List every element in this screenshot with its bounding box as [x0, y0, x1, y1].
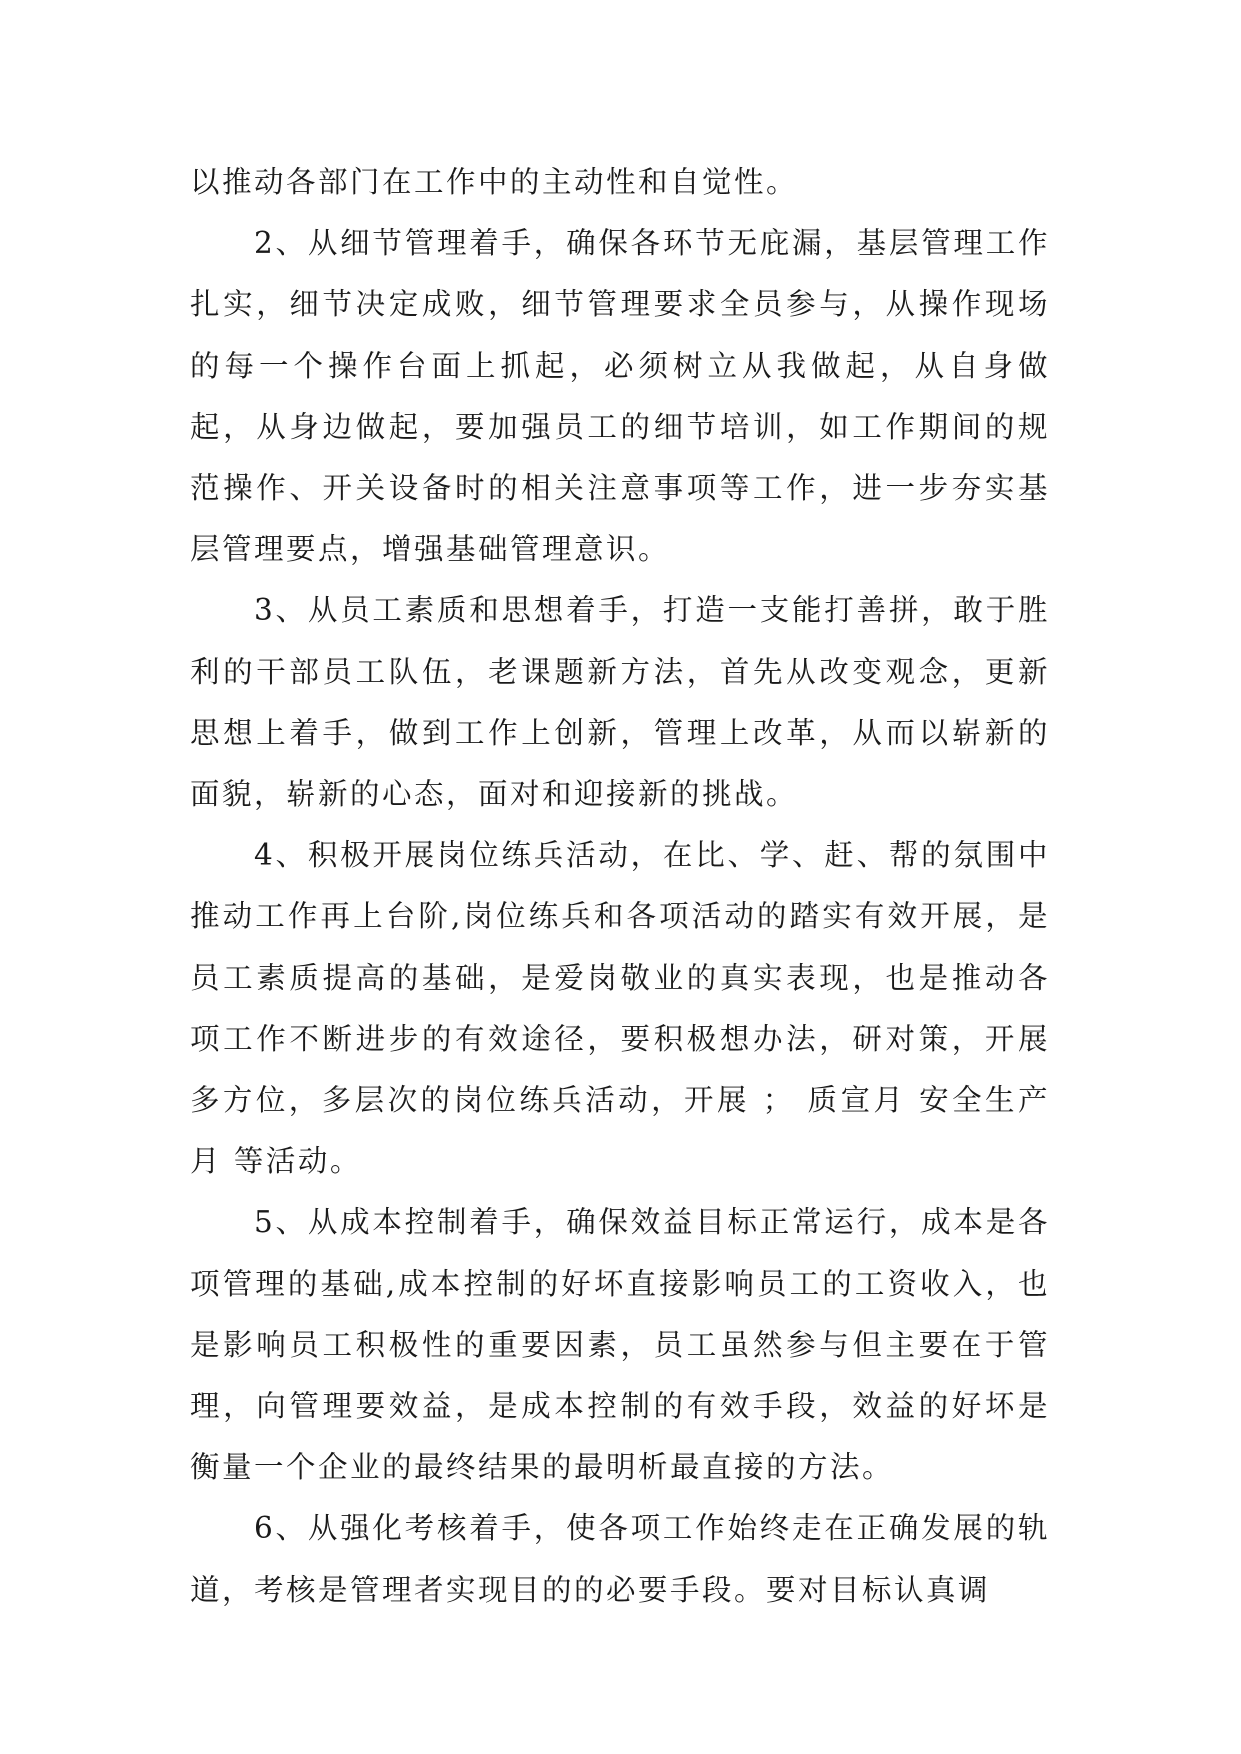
document-body [190, 152, 1050, 1621]
paragraph-item-3: 3、从员工素质和思想着手，打造一支能打善拼，敢于胜利的干部员工队伍，老课题新方法，首先从改变观念，更新思想上着手，做到工作上创新，管理上改革，从而以崭新的面貌，崭新的心态，面对和迎接新的挑战。 [190, 593, 1050, 812]
paragraph-continuation: 以推动各部门在工作中的主动性和自觉性。 [190, 165, 799, 199]
paragraph-item-4: 4、积极开展岗位练兵活动，在比、学、赶、帮的氛围中推动工作再上台阶,岗位练兵和各项活动的踏实有效开展，是员工素质提高的基础，是爱岗敬业的真实表现，也是推动各项工作不断进步的有效途径，要积极想办法，研对策，开展多方位，多层次的岗位练兵活动，开展 ； 质宣月 安全生产月 等活动。 [190, 838, 1050, 1179]
paragraph-item-5: 5、从成本控制着手，确保效益目标正常运行，成本是各项管理的基础,成本控制的好坏直接影响员工的工资收入，也是影响员工积极性的重要因素，员工虽然参与但主要在于管理，向管理要效益，是成本控制的有效手段，效益的好坏是衡量一个企业的最终结果的最明析最直接的方法。 [190, 1205, 1050, 1485]
paragraph-item-2: 2、从细节管理着手，确保各环节无庇漏，基层管理工作扎实，细节决定成败，细节管理要求全员参与，从操作现场的每一个操作台面上抓起，必须树立从我做起，从自身做起，从身边做起，要加强员工的细节培训，如工作期间的规范操作、开关设备时的相关注意事项等工作，进一步夯实基层管理要点，增强基础管理意识。 [190, 226, 1050, 567]
paragraph-item-6: 6、从强化考核着手，使各项工作始终走在正确发展的轨道，考核是管理者实现目的的必要手段。要对目标认真调 [190, 1511, 1050, 1607]
